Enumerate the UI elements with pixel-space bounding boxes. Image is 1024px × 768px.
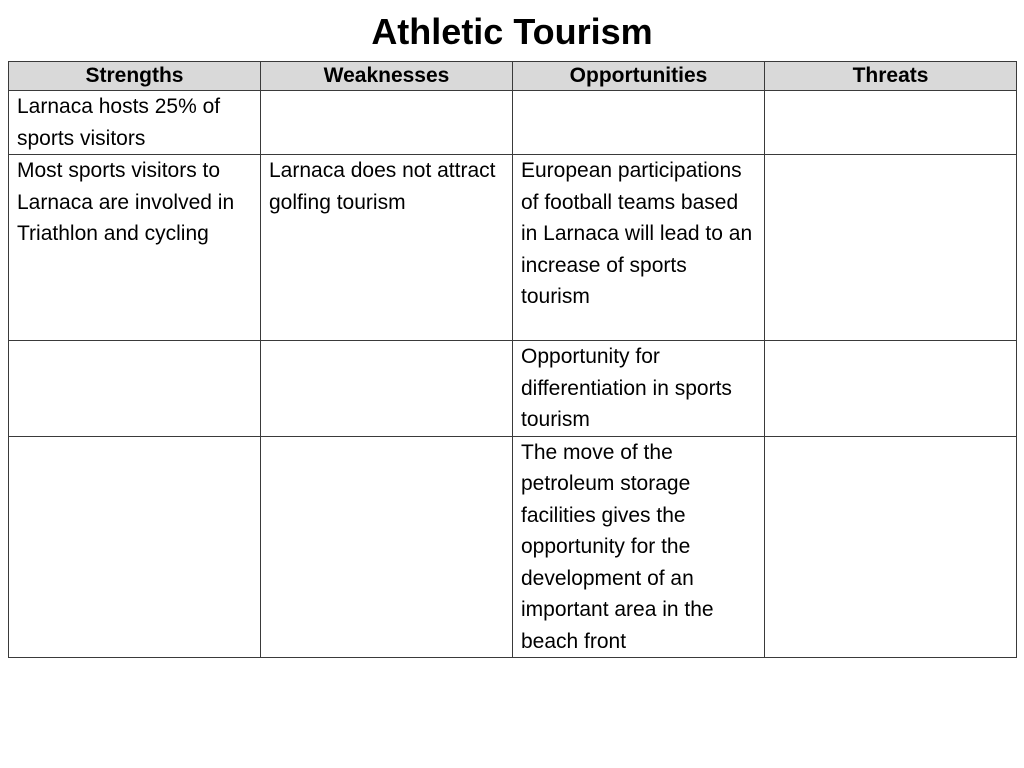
header-weaknesses: Weaknesses: [261, 62, 513, 91]
cell-weakness: Larnaca does not attract golfing tourism: [261, 155, 513, 341]
cell-opportunity: Opportunity for differentiation in sports tourism: [513, 341, 765, 437]
cell-threat: [765, 91, 1017, 155]
header-opportunities: Opportunities: [513, 62, 765, 91]
page-title: Athletic Tourism: [371, 11, 653, 52]
cell-weakness: [261, 436, 513, 658]
header-strengths: Strengths: [9, 62, 261, 91]
header-threats: Threats: [765, 62, 1017, 91]
cell-strength: Most sports visitors to Larnaca are involved in Triathlon and cycling: [9, 155, 261, 341]
table-row: [9, 155, 1017, 341]
cell-threat: [765, 155, 1017, 341]
cell-weakness: [261, 341, 513, 437]
swot-table: [8, 61, 1017, 658]
cell-threat: [765, 436, 1017, 658]
cell-weakness: [261, 91, 513, 155]
cell-strength: Larnaca hosts 25% of sports visitors: [9, 91, 261, 155]
table-row: [9, 341, 1017, 437]
cell-opportunity: [513, 91, 765, 155]
table-row: [9, 436, 1017, 658]
table-row: [9, 91, 1017, 155]
cell-strength: [9, 341, 261, 437]
cell-strength: [9, 436, 261, 658]
cell-opportunity: European participations of football teams based in Larnaca will lead to an increase of sports tourism: [513, 155, 765, 341]
header-row: [9, 62, 1017, 91]
cell-threat: [765, 341, 1017, 437]
cell-opportunity: The move of the petroleum storage facilities gives the opportunity for the development of an important area in the beach front: [513, 436, 765, 658]
